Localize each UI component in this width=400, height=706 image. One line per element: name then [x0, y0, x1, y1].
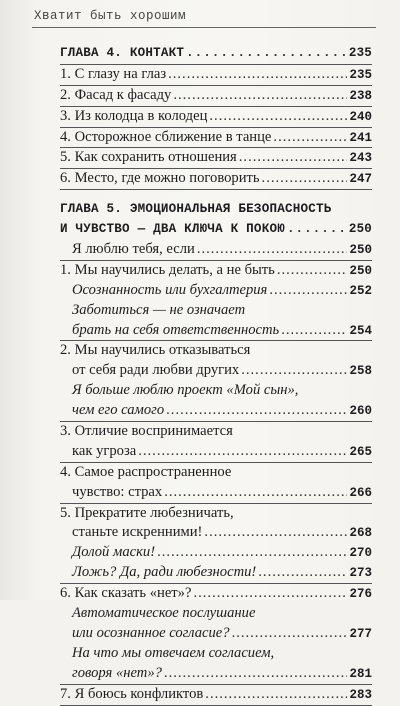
toc-subentry[interactable]: Заботиться — не означает [72, 301, 246, 318]
toc-subentry[interactable]: чем его самого ..... 260 [60, 401, 372, 421]
toc-subentry[interactable]: или осознанное согласие? ..... 277 [60, 624, 372, 644]
toc-entry[interactable]: 6. Место, где можно поговорить ..... 247 [60, 169, 372, 189]
toc-entry[interactable]: 1. Мы научились делать, а не быть ..... 250 [60, 261, 372, 281]
toc-entry[interactable]: 5. Прекратите любезничать, [60, 504, 234, 521]
toc-entry[interactable]: 3. Отличие воспринимается [60, 423, 233, 440]
toc-entry[interactable]: 4. Осторожное сближение в танце ..... 241 [60, 128, 372, 148]
toc-entry[interactable]: 2. Мы научились отказываться [60, 342, 251, 359]
header-rule [32, 27, 376, 28]
toc-entry[interactable]: от себя ради любви других ..... 258 [60, 361, 372, 381]
running-head: Хватит быть хорошим [34, 9, 187, 23]
toc-entry[interactable]: 2. Фасад к фасаду ..... 238 [60, 86, 372, 106]
toc-subentry[interactable]: Долой маски! ..... 270 [60, 543, 372, 563]
toc-subentry[interactable]: Автоматическое послушание [72, 605, 256, 622]
toc-entry[interactable]: чувство: страх ..... 266 [60, 483, 372, 503]
toc-entry[interactable]: 5. Как сохранить отношения ..... 243 [60, 148, 372, 168]
toc-entry[interactable]: 4. Самое распространенное [60, 463, 232, 480]
page-number: 235 [348, 46, 372, 60]
toc-subentry[interactable]: Я больше люблю проект «Мой сын», [72, 382, 299, 399]
toc-entry[interactable]: Я люблю тебя, если ..... 250 [60, 240, 372, 260]
toc-entry[interactable]: как угроза ..... 265 [60, 442, 372, 462]
chapter-4-heading[interactable]: ГЛАВА 4. КОНТАКТ ..... 235 [60, 44, 372, 64]
toc-subentry[interactable]: Осознанность или бухгалтерия ..... 252 [60, 281, 372, 301]
toc-entry[interactable]: 6. Как сказать «нет»? ..... 276 [60, 584, 372, 604]
toc-entry[interactable]: 1. С глазу на глаз ..... 235 [60, 65, 372, 85]
toc-entry[interactable]: 3. Из колодца в колодец ..... 240 [60, 107, 372, 127]
toc-subentry[interactable]: На что мы отвечаем согласием, [72, 644, 275, 661]
chapter-5-heading-line1[interactable]: ГЛАВА 5. ЭМОЦИОНАЛЬНАЯ БЕЗОПАСНОСТЬ [60, 202, 332, 217]
table-of-contents [60, 44, 372, 706]
toc-subentry[interactable]: говоря «нет»? ..... 281 [60, 664, 372, 684]
toc-entry[interactable]: 7. Я боюсь конфликтов ..... 283 [60, 685, 372, 705]
toc-subentry[interactable]: брать на себя ответственность ..... 254 [60, 321, 372, 341]
toc-subentry[interactable]: Ложь? Да, ради любезности! ..... 273 [60, 563, 372, 583]
toc-entry[interactable]: станьте искренними! ..... 268 [60, 523, 372, 543]
page-number: 250 [348, 222, 372, 237]
chapter-5-heading-line2[interactable]: И ЧУВСТВО — ДВА КЛЮЧА К ПОКОЮ ..... 250 [60, 220, 372, 240]
